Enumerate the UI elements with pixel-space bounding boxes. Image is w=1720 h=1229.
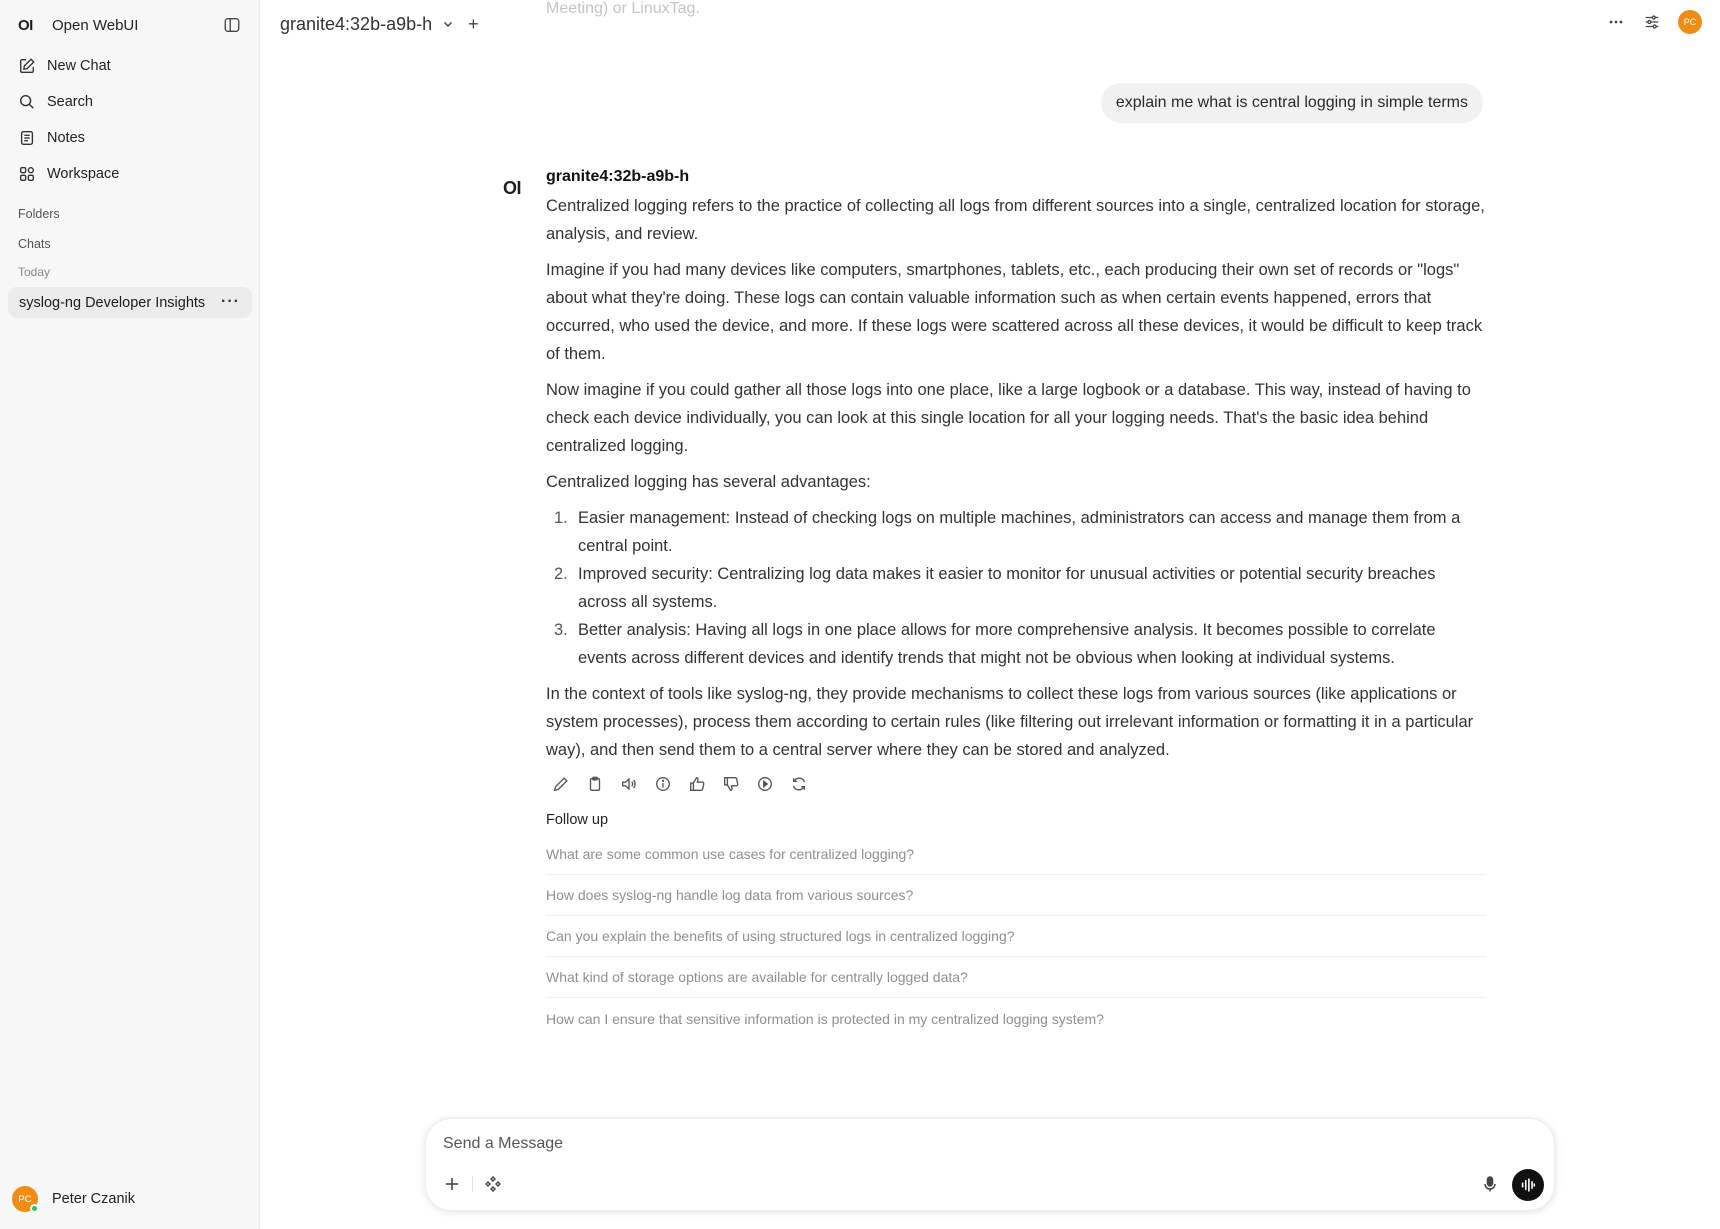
message-actions: [546, 772, 1486, 796]
list-item: [546, 560, 1486, 616]
copy-icon[interactable]: [586, 775, 604, 793]
list-text: Improved security: Centralizing log data makes it easier to monitor for unusual activities or potential security breaches across all systems.: [578, 565, 1436, 611]
thumbs-down-icon[interactable]: [722, 775, 740, 793]
chat-options-icon[interactable]: ···: [221, 293, 240, 310]
list-number: 2.: [554, 565, 568, 583]
follow-up-suggestion[interactable]: How does syslog-ng handle log data from various sources?: [546, 875, 1486, 916]
assistant-message: [546, 168, 1486, 1039]
grid-icon: [18, 165, 36, 183]
message-composer: [425, 1118, 1555, 1211]
sidebar-item-label: Notes: [47, 130, 85, 146]
sidebar-header: [18, 14, 241, 36]
list-text: Easier management: Instead of checking logs on multiple machines, administrators can access and manage them from a central point.: [578, 509, 1461, 555]
message-paragraph: Now imagine if you could gather all those logs into one place, like a large logbook or a database. This way, instead of having to check each device individually, you can look at this single location for all your logging needs. That's the basic idea behind centralized logging.: [546, 381, 1471, 455]
pencil-square-icon: [18, 57, 36, 75]
user-menu[interactable]: [12, 1186, 135, 1212]
list-item: [546, 616, 1486, 672]
list-item: [546, 504, 1486, 560]
previous-message-fragment: Meeting) or LinuxTag.: [546, 0, 700, 17]
list-number: 1.: [554, 509, 568, 527]
add-model-icon[interactable]: +: [468, 13, 479, 34]
continue-play-icon[interactable]: [756, 775, 774, 793]
more-options-icon[interactable]: [1606, 12, 1626, 32]
waveform-icon: [1519, 1176, 1537, 1194]
info-icon[interactable]: [654, 775, 672, 793]
search-icon: [18, 93, 36, 111]
follow-up-list: [546, 834, 1486, 1039]
regenerate-icon[interactable]: [790, 775, 808, 793]
assistant-avatar: OI: [503, 178, 522, 198]
chat-title: syslog-ng Developer Insights: [19, 294, 206, 311]
notes-icon: [18, 129, 36, 147]
sidebar-item-workspace[interactable]: [8, 156, 252, 192]
avatar[interactable]: PC: [1678, 10, 1702, 34]
sidebar-item-label: Workspace: [47, 166, 120, 182]
sidebar-item-notes[interactable]: [8, 120, 252, 156]
advantages-list: [546, 504, 1486, 672]
follow-up-suggestion[interactable]: What kind of storage options are available for centrally logged data?: [546, 957, 1486, 998]
list-number: 3.: [554, 621, 568, 639]
chat-list-item[interactable]: [8, 287, 252, 318]
sidebar-toggle-icon[interactable]: [223, 16, 241, 34]
sidebar-item-label: Search: [47, 94, 93, 110]
user-message-bubble: explain me what is central logging in simple terms: [1101, 83, 1483, 123]
message-input[interactable]: [443, 1131, 1343, 1157]
model-selector[interactable]: [280, 10, 479, 38]
today-group-label: Today: [18, 265, 51, 279]
edit-icon[interactable]: [552, 775, 570, 793]
sidebar-nav: [8, 48, 252, 192]
sidebar-item-label: New Chat: [47, 58, 111, 74]
message-paragraph: Centralized logging has several advantages:: [546, 473, 871, 491]
integrations-icon[interactable]: [483, 1174, 503, 1194]
chevron-down-icon[interactable]: [442, 18, 454, 30]
avatar: [12, 1186, 38, 1212]
avatar-initials: PC: [18, 1193, 32, 1205]
message-paragraph: In the context of tools like syslog-ng, they provide mechanisms to collect these logs from various sources (like applications or system processes), process them according to certain rules (like filtering out irrelevant information or formatting it in a particular way), and then send them to a central server where they can be stored and analyzed.: [546, 685, 1474, 759]
list-text: Better analysis: Having all logs in one place allows for more comprehensive analysis. It becomes possible to correlate events across different devices and identify trends that might not be obvious when looking at individual systems.: [578, 621, 1436, 667]
controls-sliders-icon[interactable]: [1642, 12, 1662, 32]
follow-up-suggestion[interactable]: How can I ensure that sensitive information is protected in my centralized logging system?: [546, 1010, 1104, 1027]
folders-section-label[interactable]: Folders: [18, 207, 60, 221]
message-paragraph: Imagine if you had many devices like computers, smartphones, tablets, etc., each producing their own set of records or "logs" about what they're doing. These logs can contain valuable information such as when certain events happened, errors that occurred, who used the device, and more. If these logs were scattered across all these devices, it would be difficult to keep track of them.: [546, 261, 1483, 363]
follow-up-heading: Follow up: [546, 812, 609, 828]
online-status-icon: [30, 1204, 39, 1213]
voice-mode-button[interactable]: [1512, 1169, 1544, 1201]
header-actions: [1590, 10, 1702, 34]
model-name[interactable]: granite4:32b-a9b-h: [280, 13, 433, 34]
composer-divider: [472, 1176, 473, 1192]
sidebar: [0, 0, 260, 1229]
microphone-icon[interactable]: [1480, 1174, 1500, 1194]
user-name: Peter Czanik: [52, 1191, 136, 1207]
sidebar-item-new-chat[interactable]: [8, 48, 252, 84]
speaker-icon[interactable]: [620, 775, 638, 793]
assistant-name: granite4:32b-a9b-h: [546, 168, 690, 185]
plus-icon[interactable]: [442, 1174, 462, 1194]
follow-up-suggestion[interactable]: Can you explain the benefits of using structured logs in centralized logging?: [546, 916, 1486, 957]
chats-section-label[interactable]: Chats: [18, 237, 51, 251]
app-logo[interactable]: OI: [18, 16, 33, 34]
sidebar-item-search[interactable]: [8, 84, 252, 120]
thumbs-up-icon[interactable]: [688, 775, 706, 793]
app-title[interactable]: Open WebUI: [52, 16, 139, 34]
follow-up-suggestion[interactable]: What are some common use cases for centralized logging?: [546, 834, 1486, 875]
message-paragraph: Centralized logging refers to the practice of collecting all logs from different sources into a single, centralized location for storage, analysis, and review.: [546, 197, 1485, 243]
